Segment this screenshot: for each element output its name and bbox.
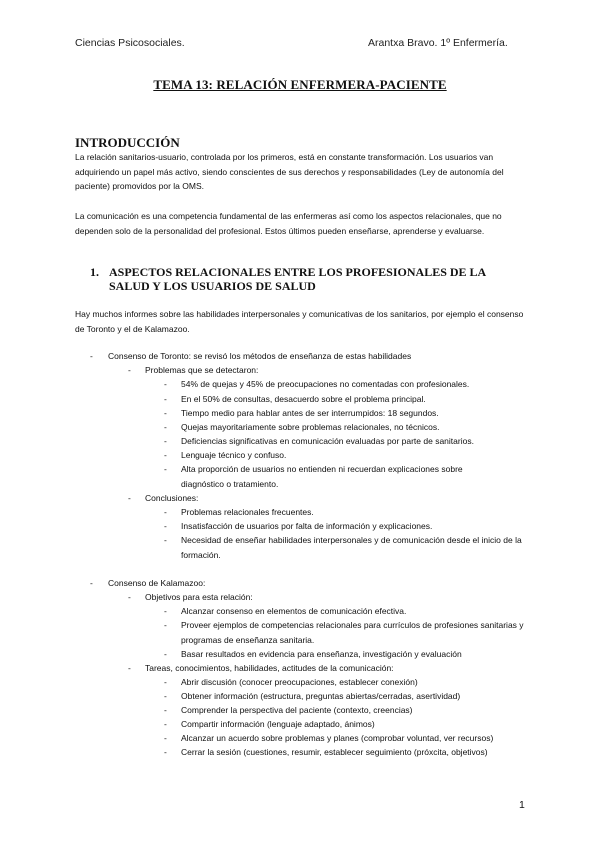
header-course: Ciencias Psicosociales. — [75, 37, 185, 49]
list-item: Quejas mayoritariamente sobre problemas relacionales, no técnicos. — [181, 422, 440, 432]
list-dash: - — [164, 535, 167, 545]
list-dash: - — [90, 578, 93, 588]
list-item: En el 50% de consultas, desacuerdo sobre el problema principal. — [181, 394, 426, 404]
list-dash: - — [164, 733, 167, 743]
list-dash: - — [164, 677, 167, 687]
list-dash: - — [128, 365, 131, 375]
kalamazoo-objetivos-label: Objetivos para esta relación: — [145, 592, 253, 602]
section-paragraph: Hay muchos informes sobre las habilidades interpersonales y comunicativas de los sanitarios, por ejemplo el consenso de Toronto y el de Kalamazoo. — [75, 309, 524, 334]
page-title: TEMA 13: RELACIÓN ENFERMERA-PACIENTE — [153, 77, 447, 92]
list-dash: - — [164, 408, 167, 418]
intro-paragraph-2: La comunicación es una competencia fundamental de las enfermeras así como los aspectos relacionales, que no dependen solo de la personalidad del profesional. Estos últimos pueden enseñarse, aprenderse y evaluarse. — [75, 211, 502, 236]
list-item: Necesidad de enseñar habilidades interpersonales y de comunicación desde el inicio de la formación. — [181, 535, 522, 560]
list-dash: - — [90, 351, 93, 361]
list-item: Compartir información (lenguaje adaptado, ánimos) — [181, 719, 375, 729]
list-dash: - — [164, 507, 167, 517]
section-title: ASPECTOS RELACIONALES ENTRE LOS PROFESIONALES DE LA SALUD Y LOS USUARIOS DE SALUD — [109, 265, 486, 293]
list-dash: - — [164, 719, 167, 729]
list-item: Alcanzar un acuerdo sobre problemas y planes (comprobar voluntad, ver recursos) — [181, 733, 494, 743]
list-item: Insatisfacción de usuarios por falta de información y explicaciones. — [181, 521, 433, 531]
header-author: Arantxa Bravo. 1º Enfermería. — [368, 37, 508, 49]
list-dash: - — [164, 464, 167, 474]
list-item: Abrir discusión (conocer preocupaciones, establecer conexión) — [181, 677, 418, 687]
toronto-conclusiones-label: Conclusiones: — [145, 493, 199, 503]
list-dash: - — [164, 436, 167, 446]
list-dash: - — [164, 521, 167, 531]
list-dash: - — [164, 747, 167, 757]
list-dash: - — [164, 705, 167, 715]
list-item: Lenguaje técnico y confuso. — [181, 450, 287, 460]
list-dash: - — [164, 649, 167, 659]
list-item: Deficiencias significativas en comunicación evaluadas por parte de sanitarios. — [181, 436, 474, 446]
list-item: Alta proporción de usuarios no entienden ni recuerdan explicaciones sobre diagnóstico o tratamiento. — [181, 464, 463, 489]
list-dash: - — [164, 606, 167, 616]
list-item: Problemas relacionales frecuentes. — [181, 507, 314, 517]
list-dash: - — [164, 620, 167, 630]
list-item: 54% de quejas y 45% de preocupaciones no comentadas con profesionales. — [181, 379, 470, 389]
list-item: Alcanzar consenso en elementos de comunicación efectiva. — [181, 606, 407, 616]
list-item: Tiempo medio para hablar antes de ser interrumpidos: 18 segundos. — [181, 408, 439, 418]
list-item: Comprender la perspectiva del paciente (contexto, creencias) — [181, 705, 413, 715]
list-dash: - — [128, 592, 131, 602]
list-dash: - — [164, 691, 167, 701]
kalamazoo-label: Consenso de Kalamazoo: — [108, 578, 206, 588]
list-dash: - — [164, 379, 167, 389]
list-item: Obtener información (estructura, preguntas abiertas/cerradas, asertividad) — [181, 691, 461, 701]
list-dash: - — [164, 422, 167, 432]
toronto-label: Consenso de Toronto: se revisó los métodos de enseñanza de estas habilidades — [108, 351, 412, 361]
kalamazoo-tareas-label: Tareas, conocimientos, habilidades, actitudes de la comunicación: — [145, 663, 394, 673]
page-number: 1 — [519, 799, 525, 811]
section-number: 1. — [90, 265, 99, 279]
list-item: Basar resultados en evidencia para enseñanza, investigación y evaluación — [181, 649, 462, 659]
list-dash: - — [128, 663, 131, 673]
list-item: Cerrar la sesión (cuestiones, resumir, establecer seguimiento (próxcita, objetivos) — [181, 747, 488, 757]
intro-heading: INTRODUCCIÓN — [75, 135, 180, 150]
list-dash: - — [164, 450, 167, 460]
list-dash: - — [128, 493, 131, 503]
list-item: Proveer ejemplos de competencias relacionales para currículos de profesiones sanitarias y programas de enseñanza sanitaria. — [181, 620, 524, 645]
toronto-problemas-label: Problemas que se detectaron: — [145, 365, 259, 375]
intro-paragraph-1: La relación sanitarios-usuario, controlada por los primeros, está en constante transformación. Los usuarios van adquiriendo un papel más activo, siendo conscientes de sus derechos y responsabilidades (Ley de autonomía del paciente) promovidos por la OMS. — [75, 152, 504, 191]
list-dash: - — [164, 394, 167, 404]
